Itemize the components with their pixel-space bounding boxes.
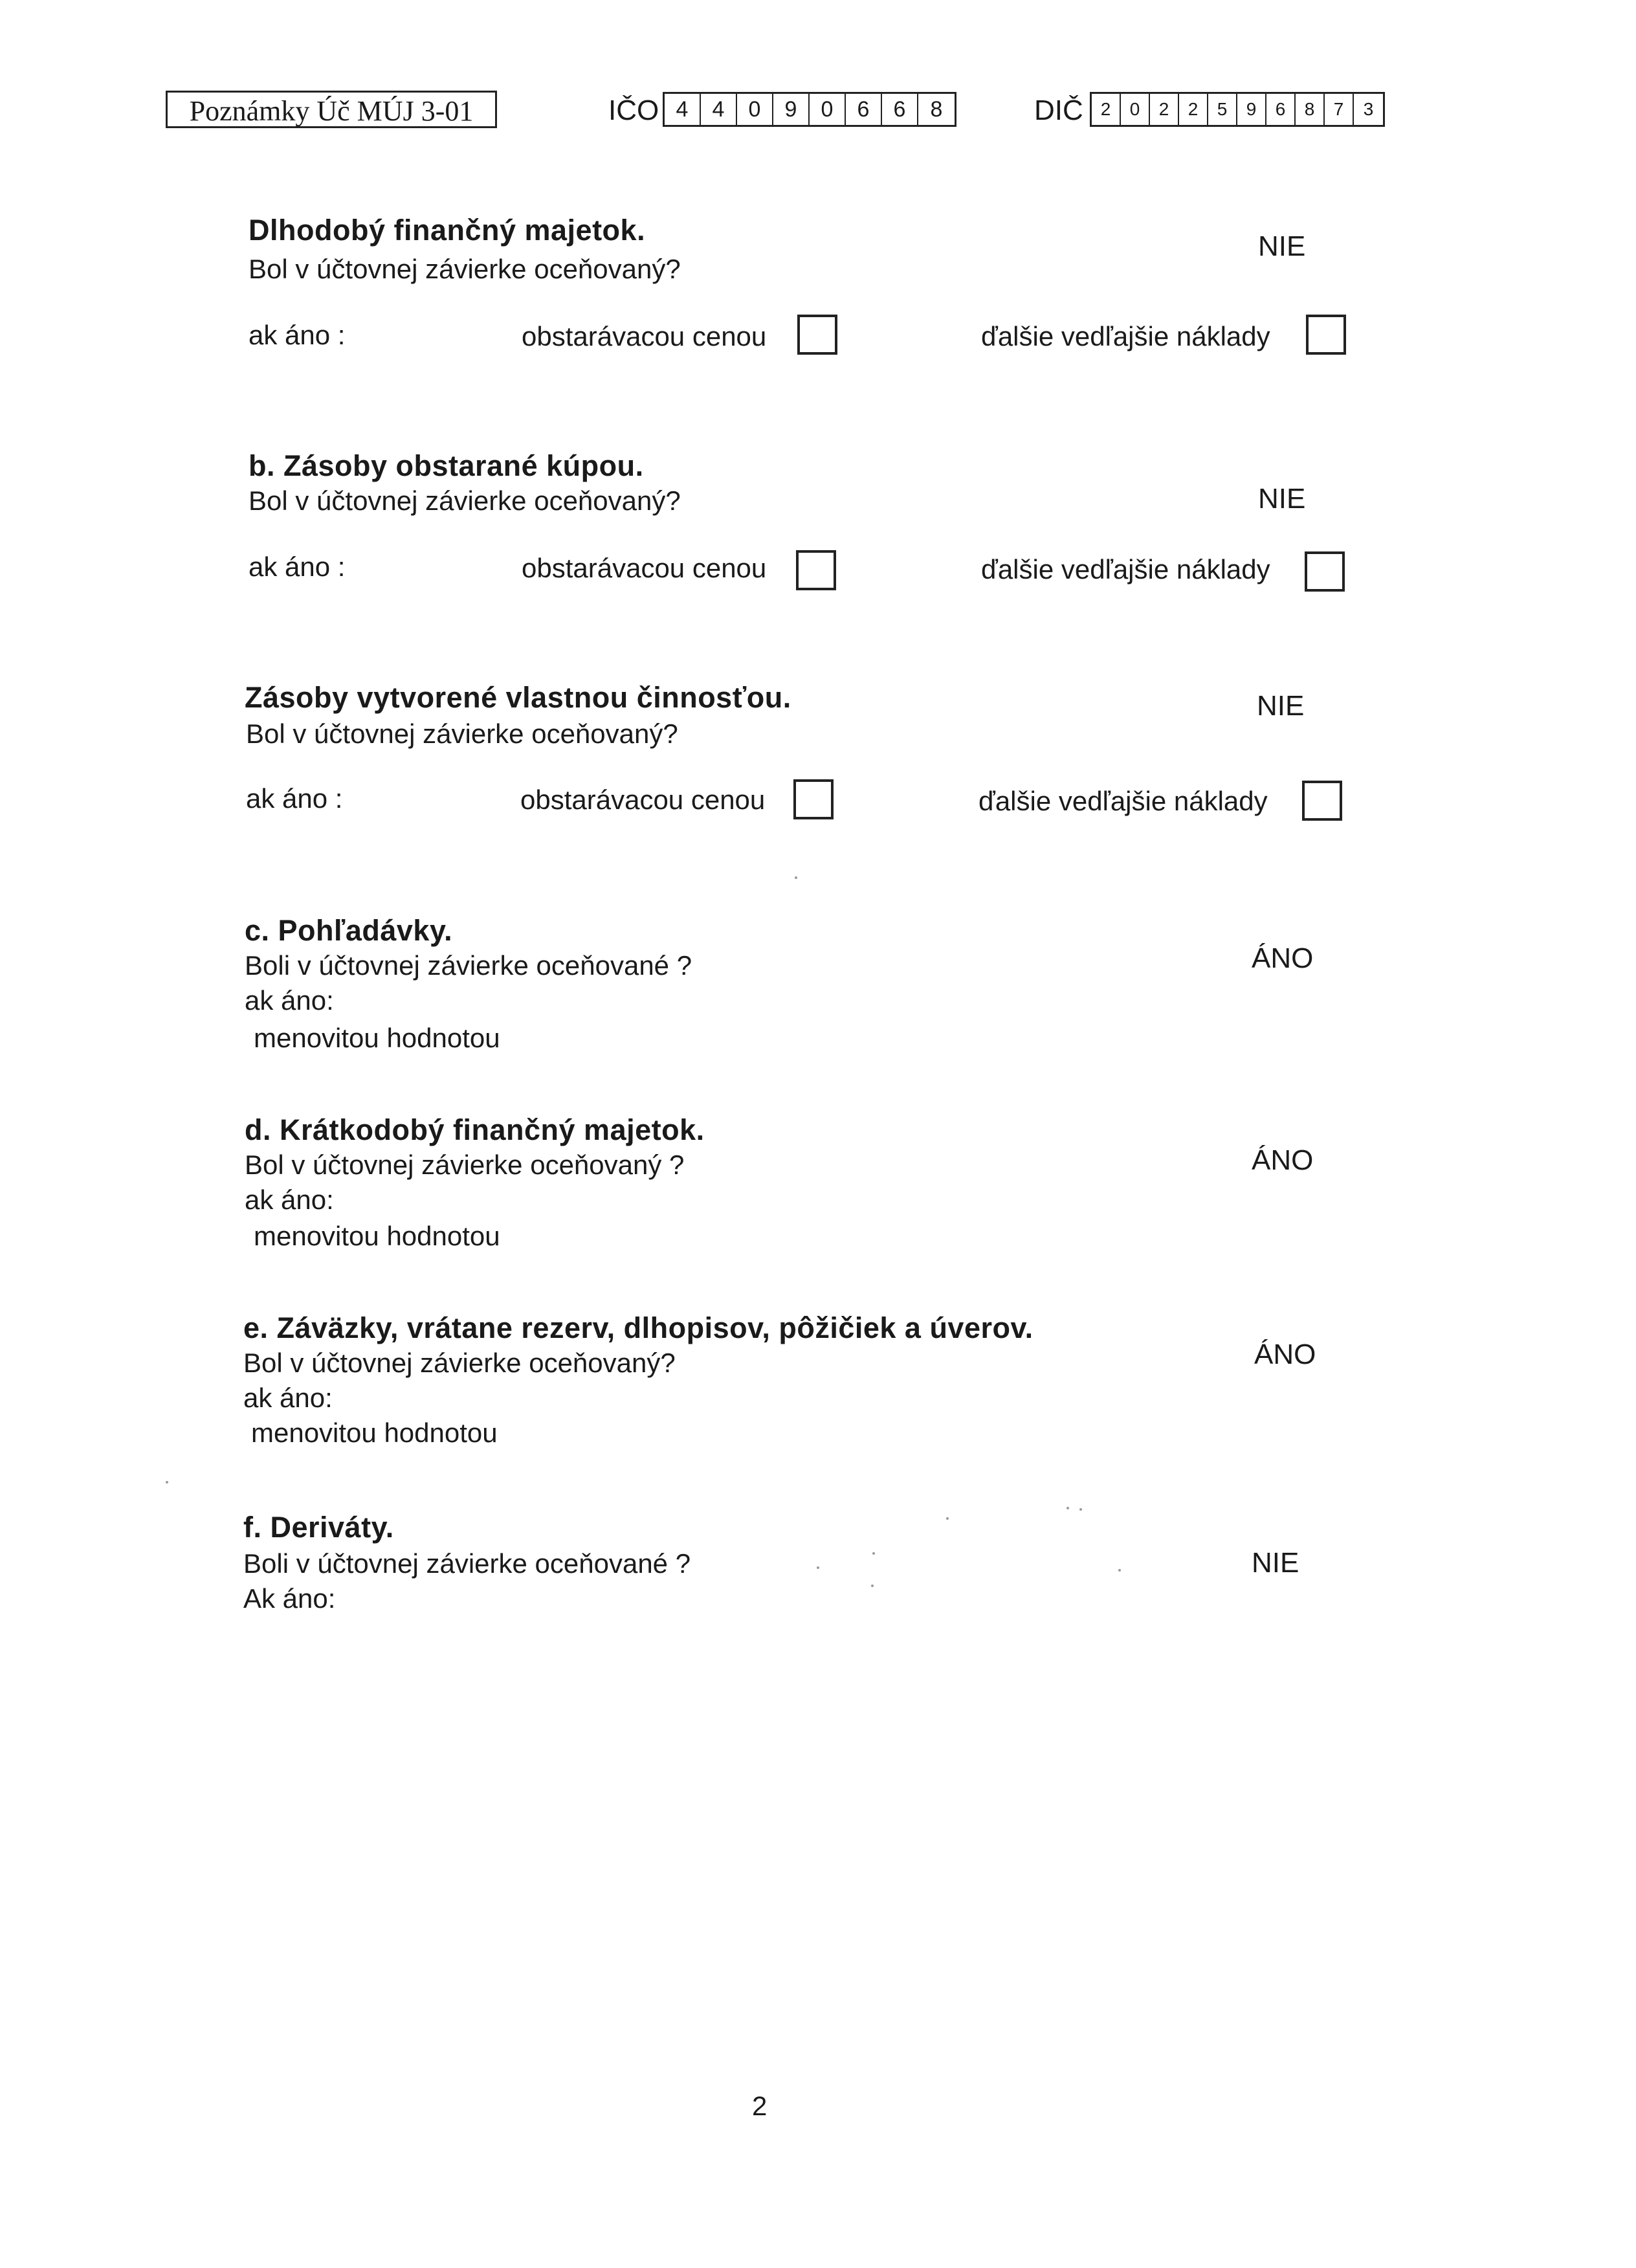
section-title: e. Záväzky, vrátane rezerv, dlhopisov, pôžičiek a úverov. bbox=[243, 1311, 1034, 1344]
section-question: Bol v účtovnej závierke oceňovaný? bbox=[249, 485, 681, 516]
scan-speck bbox=[946, 1517, 949, 1520]
dic-digit: 6 bbox=[1266, 94, 1296, 125]
scan-speck bbox=[1079, 1508, 1082, 1511]
dic-label: DIČ bbox=[1034, 94, 1083, 126]
scan-speck bbox=[166, 1481, 168, 1484]
ico-boxes bbox=[663, 92, 956, 127]
dic-digit: 3 bbox=[1363, 99, 1374, 119]
ico-digit: 9 bbox=[773, 94, 810, 125]
section-question: Bol v účtovnej závierke oceňovaný? bbox=[246, 718, 678, 749]
ico-digit: 6 bbox=[846, 94, 882, 125]
dic-digit: 2 bbox=[1179, 94, 1208, 125]
section-question: Boli v účtovnej závierke oceňované ? bbox=[245, 950, 692, 981]
dic-digit: 8 bbox=[1296, 94, 1325, 125]
scan-speck bbox=[817, 1566, 819, 1569]
ancillary-costs-checkbox[interactable] bbox=[1305, 551, 1345, 592]
section-title: d. Krátkodobý finančný majetok. bbox=[245, 1113, 705, 1146]
if-yes-label: ak áno : bbox=[249, 551, 346, 582]
ico-digit: 0 bbox=[810, 94, 846, 125]
ico-label: IČO bbox=[608, 94, 659, 126]
section-answer: ÁNO bbox=[1254, 1339, 1316, 1370]
scan-speck bbox=[1067, 1507, 1069, 1509]
section-answer: NIE bbox=[1258, 483, 1306, 515]
ico-digit: 4 bbox=[701, 94, 737, 125]
valuation-method: menovitou hodnotou bbox=[251, 1418, 498, 1448]
section-question: Bol v účtovnej závierke oceňovaný? bbox=[249, 254, 681, 284]
option-ancillary-costs-label: ďalšie vedľajšie náklady bbox=[978, 786, 1268, 816]
section-title: Dlhodobý finančný majetok. bbox=[249, 214, 646, 247]
scan-speck bbox=[871, 1584, 874, 1587]
dic-digit: 0 bbox=[1121, 94, 1150, 125]
option-ancillary-costs-label: ďalšie vedľajšie náklady bbox=[981, 554, 1270, 584]
acquisition-cost-checkbox[interactable] bbox=[796, 550, 836, 590]
page-number: 2 bbox=[752, 2091, 768, 2121]
section-title: c. Pohľadávky. bbox=[245, 914, 453, 947]
scan-speck bbox=[795, 876, 797, 879]
section-answer: ÁNO bbox=[1252, 942, 1314, 974]
form-title: Poznámky Úč MÚJ 3-01 bbox=[166, 91, 497, 128]
acquisition-cost-checkbox[interactable] bbox=[793, 779, 834, 819]
section-answer: NIE bbox=[1257, 690, 1305, 722]
option-acquisition-cost-label: obstarávacou cenou bbox=[522, 553, 767, 583]
dic-digit: 7 bbox=[1325, 94, 1354, 125]
section-answer: ÁNO bbox=[1252, 1144, 1314, 1176]
ico-digit: 0 bbox=[737, 94, 773, 125]
dic-digit: 5 bbox=[1208, 94, 1237, 125]
acquisition-cost-checkbox[interactable] bbox=[797, 315, 837, 355]
section-question: Boli v účtovnej závierke oceňované ? bbox=[243, 1548, 691, 1579]
ico-digit: 6 bbox=[882, 94, 918, 125]
ico-digit: 8 bbox=[930, 96, 943, 122]
dic-digit: 2 bbox=[1092, 94, 1121, 125]
section-answer: NIE bbox=[1252, 1547, 1299, 1579]
section-title: b. Zásoby obstarané kúpou. bbox=[249, 449, 644, 482]
section-question: Bol v účtovnej závierke oceňovaný ? bbox=[245, 1150, 685, 1180]
if-yes-label: Ak áno: bbox=[243, 1583, 336, 1614]
valuation-method: menovitou hodnotou bbox=[254, 1221, 500, 1251]
section-question: Bol v účtovnej závierke oceňovaný? bbox=[243, 1348, 676, 1378]
ancillary-costs-checkbox[interactable] bbox=[1302, 781, 1342, 821]
if-yes-label: ak áno: bbox=[245, 1184, 334, 1215]
section-title: f. Deriváty. bbox=[243, 1511, 394, 1544]
dic-digit: 2 bbox=[1150, 94, 1179, 125]
if-yes-label: ak áno: bbox=[243, 1383, 333, 1413]
section-answer: NIE bbox=[1258, 230, 1306, 262]
section-title: Zásoby vytvorené vlastnou činnosťou. bbox=[245, 681, 791, 714]
valuation-method: menovitou hodnotou bbox=[254, 1023, 500, 1053]
dic-boxes bbox=[1090, 92, 1385, 127]
if-yes-label: ak áno: bbox=[245, 985, 334, 1016]
ancillary-costs-checkbox[interactable] bbox=[1306, 315, 1346, 355]
scan-speck bbox=[1118, 1569, 1121, 1572]
if-yes-label: ak áno : bbox=[246, 783, 343, 814]
option-acquisition-cost-label: obstarávacou cenou bbox=[522, 321, 767, 351]
scan-speck bbox=[872, 1552, 875, 1555]
option-acquisition-cost-label: obstarávacou cenou bbox=[520, 784, 766, 815]
dic-digit: 9 bbox=[1237, 94, 1266, 125]
option-ancillary-costs-label: ďalšie vedľajšie náklady bbox=[981, 321, 1270, 351]
ico-digit: 4 bbox=[665, 94, 701, 125]
if-yes-label: ak áno : bbox=[249, 320, 346, 350]
